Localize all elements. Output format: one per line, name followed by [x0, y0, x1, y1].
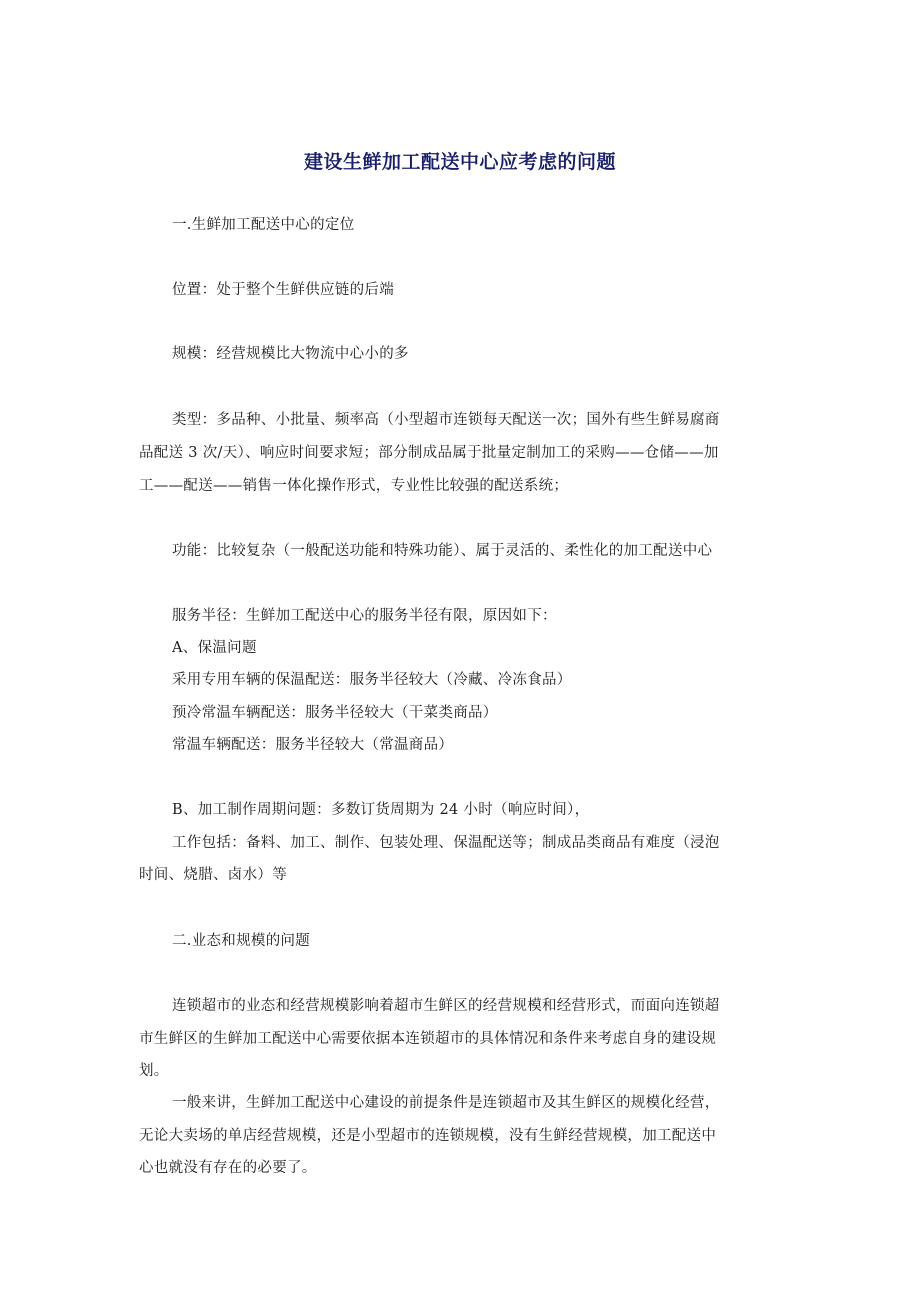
paragraph-line: 工——配送——销售一体化操作形式，专业性比较强的配送系统；	[139, 478, 569, 494]
paragraph-line: B、加工制作周期问题：多数订货周期为 24 小时（响应时间），	[172, 802, 590, 818]
paragraph-line: 心也就没有存在的必要了。	[139, 1160, 317, 1176]
paragraph-line: 预冷常温车辆配送：服务半径较大（干菜类商品）	[172, 705, 498, 721]
paragraph-line: 一般来讲，生鲜加工配送中心建设的前提条件是连锁超市及其生鲜区的规模化经营，	[172, 1095, 720, 1111]
paragraph-line: 工作包括：备料、加工、制作、包装处理、保温配送等；制成品类商品有难度（浸泡	[172, 835, 720, 851]
paragraph-line: 品配送 3 次/天）、响应时间要求短；部分制成品属于批量定制加工的采购——仓储——加	[139, 445, 719, 461]
paragraph-line: 服务半径：生鲜加工配送中心的服务半径有限，原因如下：	[172, 608, 557, 624]
paragraph-line: A、保温问题	[172, 640, 257, 656]
paragraph-line: 连锁超市的业态和经营规模影响着超市生鲜区的经营规模和经营形式，而面向连锁超	[172, 998, 720, 1014]
paragraph-line: 位置：处于整个生鲜供应链的后端	[172, 282, 394, 298]
paragraph-line: 功能：比较复杂（一般配送功能和特殊功能）、属于灵活的、柔性化的加工配送中心	[172, 543, 713, 559]
document-title: 建设生鲜加工配送中心应考虑的问题	[303, 151, 616, 173]
paragraph-line: 时间、烧腊、卤水）等	[139, 867, 287, 883]
paragraph-line: 市生鲜区的生鲜加工配送中心需要依据本连锁超市的具体情况和条件来考虑自身的建设规	[139, 1031, 717, 1047]
paragraph-line: 划。	[139, 1063, 169, 1079]
paragraph-line: 规模：经营规模比大物流中心小的多	[172, 346, 409, 362]
paragraph-line: 一.生鲜加工配送中心的定位	[172, 217, 355, 233]
paragraph-line: 常温车辆配送：服务半径较大（常温商品）	[172, 737, 454, 753]
paragraph-line: 类型：多品种、小批量、频率高（小型超市连锁每天配送一次；国外有些生鲜易腐商	[172, 412, 720, 428]
paragraph-line: 无论大卖场的单店经营规模，还是小型超市的连锁规模，没有生鲜经营规模，加工配送中	[139, 1128, 717, 1144]
paragraph-line: 二.业态和规模的问题	[172, 933, 311, 949]
paragraph-line: 采用专用车辆的保温配送：服务半径较大（冷藏、冷冻食品）	[172, 672, 572, 688]
